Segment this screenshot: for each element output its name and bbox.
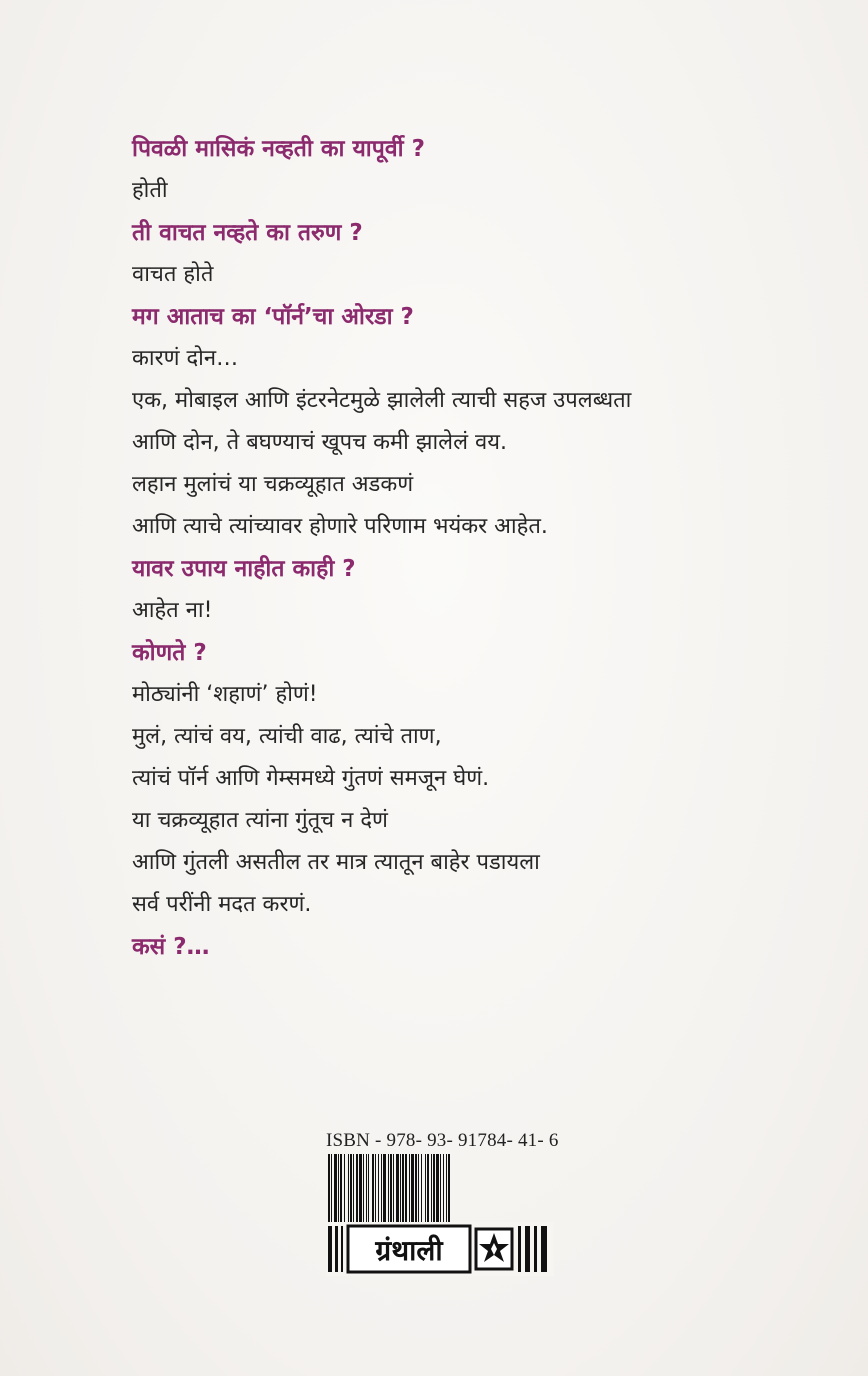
publisher-logo-text: ग्रंथाली: [375, 1234, 443, 1267]
answer-line: वाचत होते: [132, 262, 214, 287]
question-line: कोणते ?: [132, 640, 207, 666]
isbn-label: ISBN - 978- 93- 91784- 41- 6: [326, 1130, 559, 1151]
answer-line: आणि गुंतली असतील तर मात्र त्यातून बाहेर पडायला: [132, 850, 540, 875]
answer-line: आणि त्याचे त्यांच्यावर होणारे परिणाम भयंकर आहेत.: [132, 514, 548, 539]
answer-line: आणि दोन, ते बघण्याचं खूपच कमी झालेलं वय.: [132, 430, 507, 455]
answer-line: एक, मोबाइल आणि इंटरनेटमुळे झालेली त्याची सहज उपलब्धता: [132, 388, 632, 413]
question-line: यावर उपाय नाहीत काही ?: [132, 556, 356, 582]
publisher-logo: [326, 1222, 554, 1276]
question-line: मग आताच का ‘पॉर्न’चा ओरडा ?: [132, 304, 414, 330]
answer-line: लहान मुलांचं या चक्रव्यूहात अडकणं: [132, 472, 414, 497]
answer-line: होती: [132, 178, 168, 203]
answer-line: मुलं, त्यांचं वय, त्यांची वाढ, त्यांचे ताण,: [132, 724, 442, 749]
question-line: पिवळी मासिकं नव्हती का यापूर्वी ?: [132, 136, 425, 162]
answer-line: सर्व परींनी मदत करणं.: [132, 892, 312, 917]
question-line: ती वाचत नव्हते का तरुण ?: [132, 220, 363, 246]
answer-line: त्यांचं पॉर्न आणि गेम्समध्ये गुंतणं समजून घेणं.: [132, 766, 490, 791]
answer-line: कारणं दोन…: [132, 346, 239, 371]
answer-line: मोठ्यांनी ‘शहाणं’ होणं!: [132, 682, 318, 707]
question-line: कसं ?…: [132, 934, 210, 960]
answer-line: या चक्रव्यूहात त्यांना गुंतूच न देणं: [132, 808, 388, 833]
star-emblem-icon: [476, 1229, 512, 1269]
blurb-text: [132, 128, 792, 968]
answer-line: आहेत ना!: [132, 598, 213, 623]
